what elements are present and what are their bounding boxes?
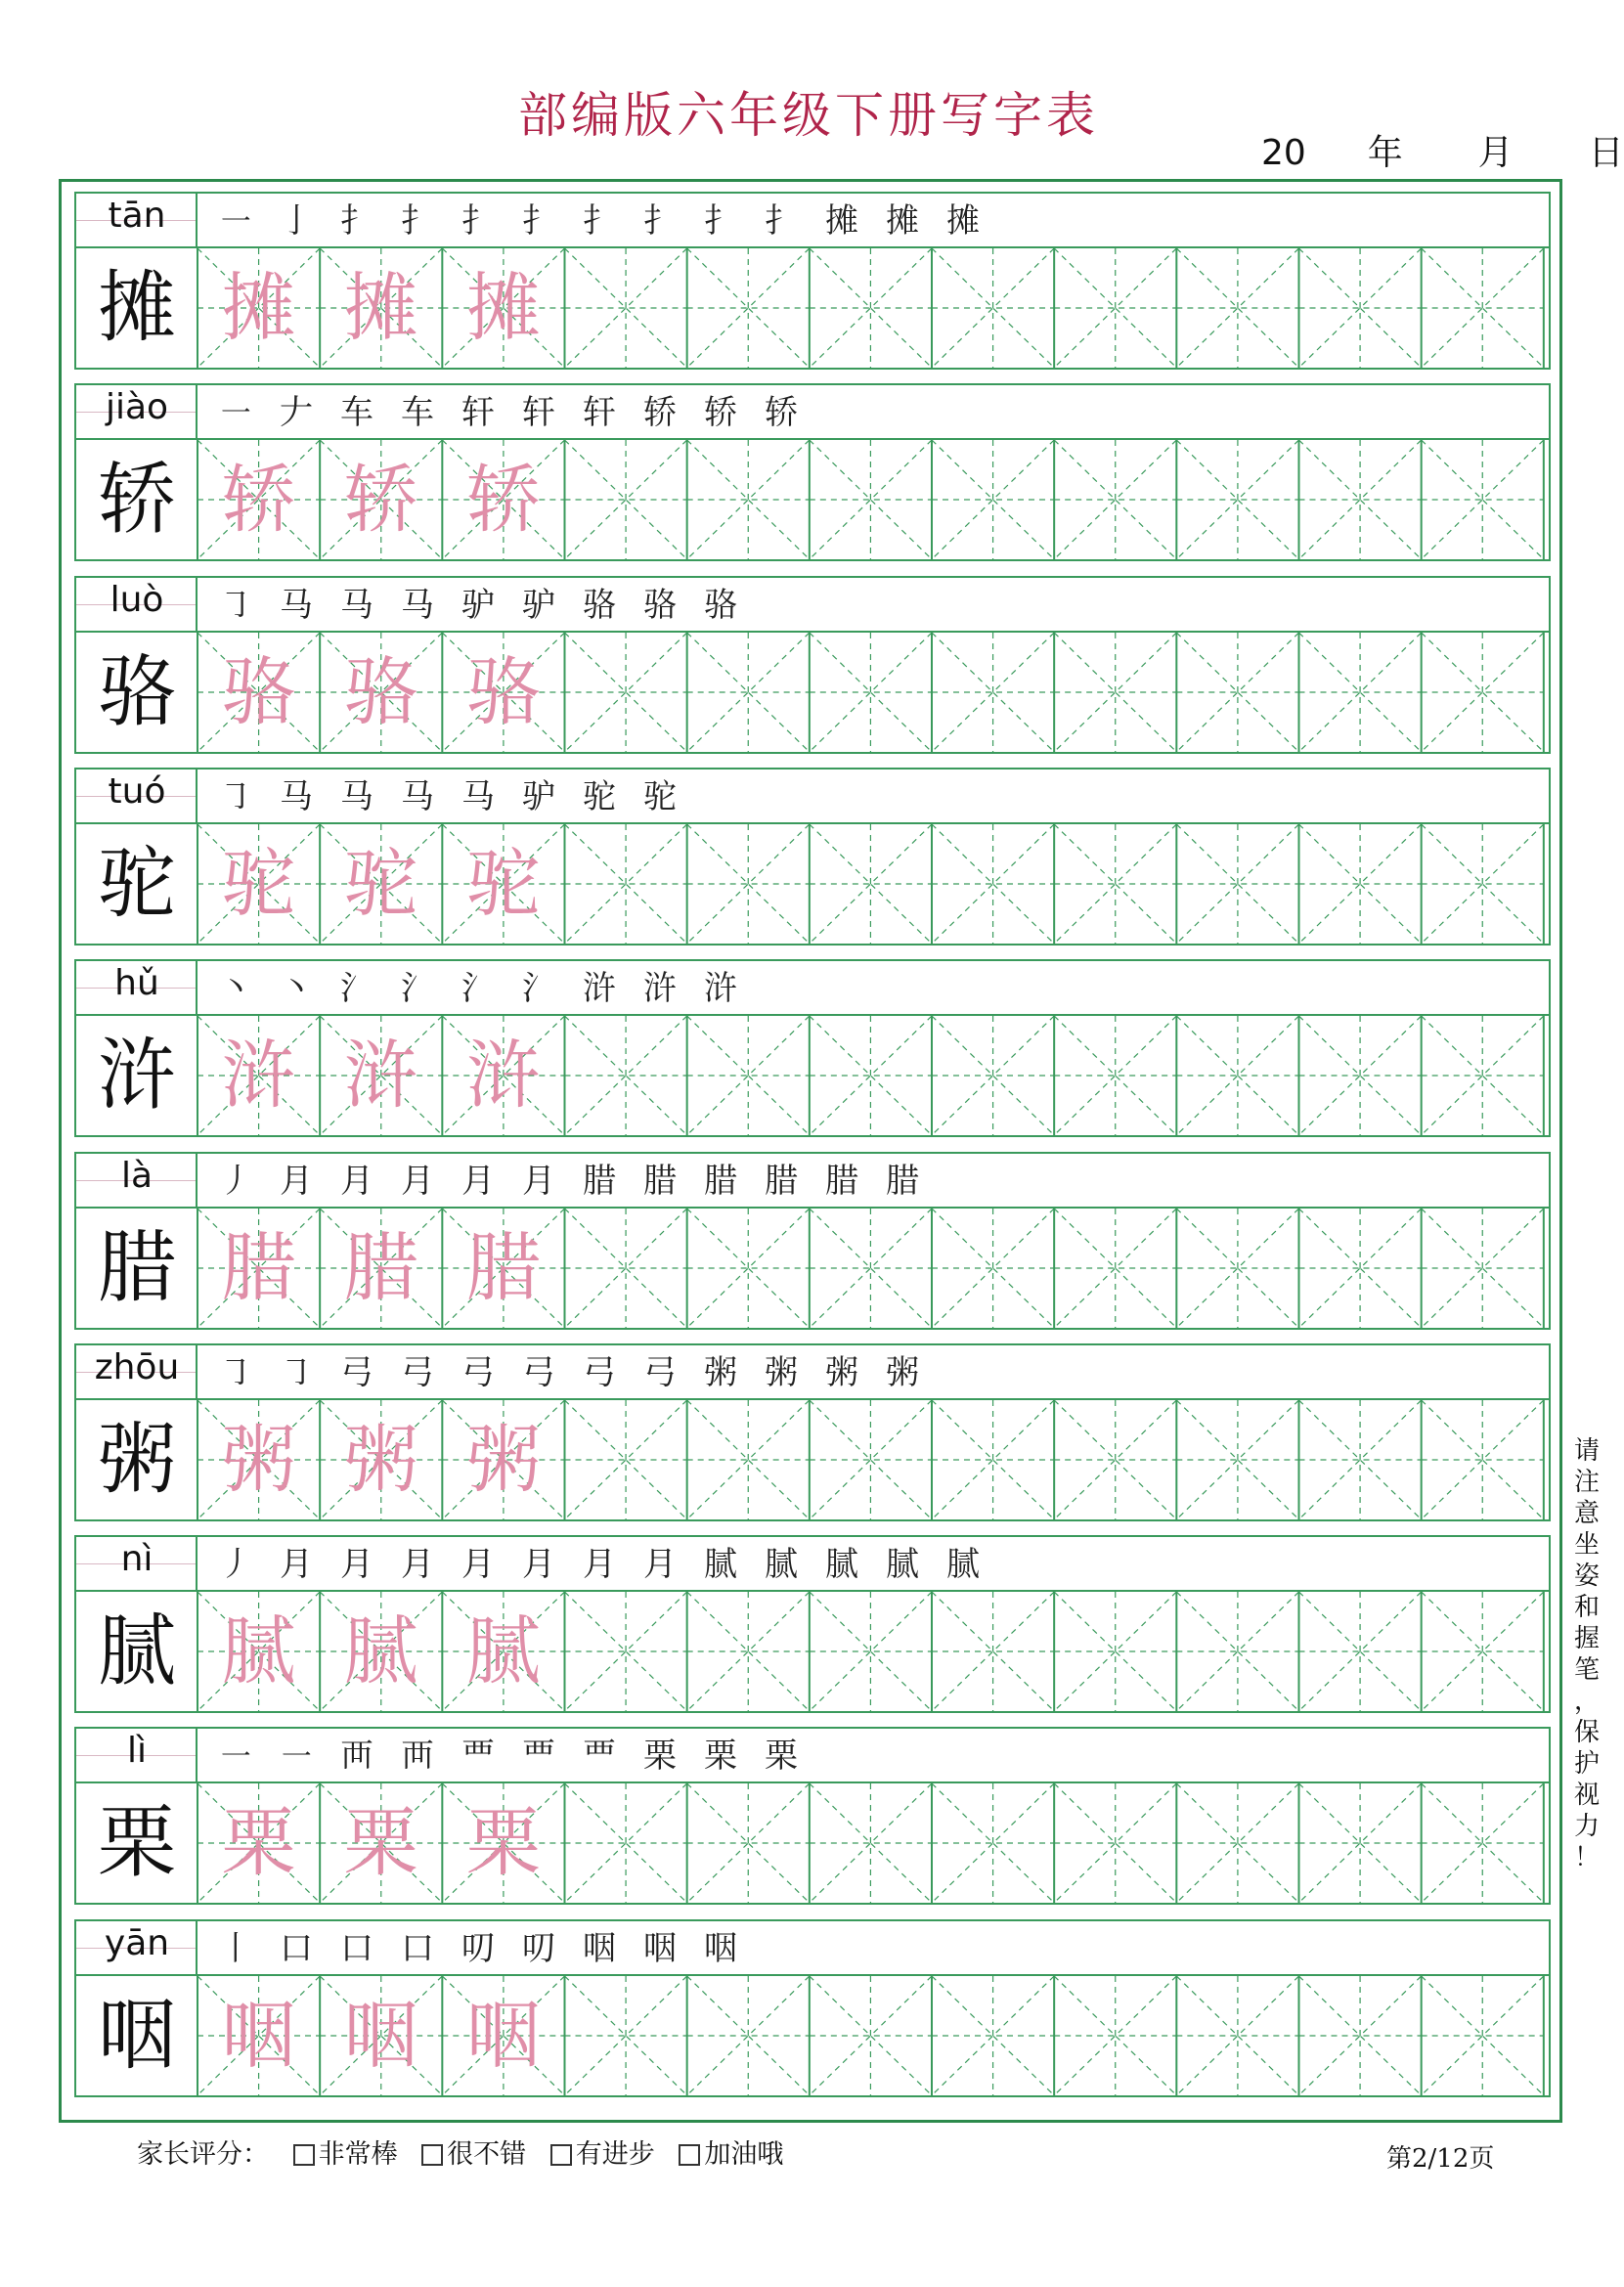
stroke-step: 弓	[340, 1352, 373, 1392]
stroke-step: 腊	[704, 1161, 737, 1201]
trace-character[interactable]: 轿	[221, 456, 296, 544]
stroke-step: 驴	[461, 585, 495, 625]
trace-character[interactable]: 腻	[343, 1607, 418, 1695]
pinyin-row	[76, 1729, 1549, 1783]
writing-grid-row	[76, 1209, 1549, 1328]
trace-character[interactable]: 咽	[221, 1991, 296, 2079]
stroke-step: 𠂇	[280, 393, 313, 433]
stroke-order	[205, 1154, 933, 1207]
stroke-step: 骆	[583, 585, 616, 625]
reminder-char: 握	[1573, 1624, 1600, 1653]
rating-checkbox-good[interactable]	[421, 2144, 443, 2166]
rating-option-good: 很不错	[447, 2139, 527, 2170]
reminder-char: 姿	[1573, 1561, 1600, 1591]
page-number: 第2/12页	[1386, 2144, 1495, 2174]
stroke-step: 月	[522, 1161, 555, 1201]
pinyin-row	[76, 1154, 1549, 1209]
trace-character[interactable]: 栗	[465, 1799, 541, 1887]
character-block	[74, 1535, 1551, 1713]
stroke-step: 月	[280, 1161, 313, 1201]
model-character: 栗	[98, 1797, 176, 1889]
stroke-step: 叨	[522, 1928, 555, 1968]
trace-character[interactable]: 栗	[221, 1799, 296, 1887]
stroke-step: 扌	[643, 201, 677, 241]
model-character: 咽	[98, 1989, 176, 2081]
character-block	[74, 383, 1551, 561]
stroke-step: 咽	[583, 1928, 616, 1968]
stroke-step: 腊	[643, 1161, 677, 1201]
trace-character[interactable]: 咽	[343, 1991, 418, 2079]
pinyin-label: tān	[108, 196, 166, 236]
rating-checkbox-excellent[interactable]	[293, 2144, 315, 2166]
stroke-step: 驴	[522, 585, 555, 625]
stroke-step: 月	[461, 1545, 495, 1585]
stroke-step: 月	[401, 1161, 434, 1201]
trace-character[interactable]: 摊	[221, 264, 296, 351]
character-block	[74, 192, 1551, 370]
trace-character[interactable]: 浒	[343, 1032, 418, 1120]
stroke-step: 驼	[583, 776, 616, 816]
stroke-step: 摊	[886, 201, 919, 241]
stroke-step: 弓	[522, 1352, 555, 1392]
stroke-step: 弓	[583, 1352, 616, 1392]
date-year: 20	[1261, 133, 1306, 173]
stroke-step: 氵	[401, 969, 434, 1009]
stroke-step: 口	[340, 1928, 373, 1968]
reminder-char: 意	[1573, 1499, 1600, 1528]
stroke-step: 马	[340, 776, 373, 816]
stroke-step: 车	[401, 393, 434, 433]
pinyin-row	[76, 578, 1549, 633]
trace-character[interactable]: 驼	[221, 839, 296, 927]
rating-checkbox-keep-trying[interactable]	[679, 2144, 700, 2166]
stroke-step: 车	[340, 393, 373, 433]
date-month-label: 月	[1477, 133, 1514, 173]
trace-character[interactable]: 咽	[465, 1991, 541, 2079]
stroke-step: 月	[522, 1545, 555, 1585]
stroke-step: 腊	[886, 1161, 919, 1201]
stroke-step: ㇐	[219, 1737, 252, 1777]
reminder-char: 请	[1573, 1436, 1600, 1466]
stroke-step: 马	[461, 776, 495, 816]
writing-grid-row	[76, 248, 1549, 368]
stroke-step: 粥	[704, 1352, 737, 1392]
model-character: 驼	[98, 837, 176, 929]
rating-option-excellent: 非常棒	[318, 2139, 398, 2170]
stroke-step: 咽	[704, 1928, 737, 1968]
stroke-step: 覀	[461, 1737, 495, 1777]
stroke-step: 弓	[461, 1352, 495, 1392]
trace-character[interactable]: 驼	[343, 839, 418, 927]
trace-character[interactable]: 摊	[343, 264, 418, 351]
stroke-step: 丿	[219, 1161, 252, 1201]
stroke-order	[205, 194, 993, 246]
writing-grid-row	[76, 1592, 1549, 1711]
stroke-order	[205, 1921, 751, 1974]
stroke-step: ㇆	[280, 1352, 313, 1392]
stroke-step: 浒	[583, 969, 616, 1009]
stroke-step: 轿	[765, 393, 798, 433]
stroke-step: ㇐	[219, 201, 252, 241]
stroke-step: 襾	[401, 1737, 434, 1777]
stroke-step: 浒	[704, 969, 737, 1009]
stroke-step: 栗	[643, 1737, 677, 1777]
stroke-step: 轿	[704, 393, 737, 433]
stroke-step: 月	[280, 1545, 313, 1585]
date-year-label: 年	[1367, 133, 1403, 173]
stroke-step: 轩	[583, 393, 616, 433]
model-character: 腊	[98, 1221, 176, 1313]
stroke-step: 月	[340, 1545, 373, 1585]
pinyin-label: zhōu	[94, 1346, 180, 1387]
model-character: 腻	[98, 1605, 176, 1697]
stroke-step: 口	[280, 1928, 313, 1968]
stroke-step: 轿	[643, 393, 677, 433]
stroke-step: 氵	[522, 969, 555, 1009]
stroke-step: 扌	[340, 201, 373, 241]
stroke-step: ㇆	[219, 1352, 252, 1392]
stroke-step: 覀	[522, 1737, 555, 1777]
reminder-char: 注	[1573, 1468, 1600, 1497]
pinyin-label: tuó	[108, 770, 166, 812]
stroke-step: 腊	[825, 1161, 858, 1201]
stroke-step: 骆	[643, 585, 677, 625]
trace-character[interactable]: 腻	[465, 1607, 541, 1695]
pinyin-label: nì	[120, 1539, 154, 1580]
character-block	[74, 959, 1551, 1137]
trace-character[interactable]: 腊	[343, 1223, 418, 1311]
rating-checkbox-progress[interactable]	[550, 2144, 572, 2166]
reminder-char: 力	[1573, 1812, 1600, 1841]
trace-character[interactable]: 粥	[465, 1415, 541, 1503]
pinyin-label: jiào	[105, 387, 169, 428]
trace-character[interactable]: 浒	[221, 1032, 296, 1120]
reminder-char: 护	[1573, 1749, 1600, 1779]
reminder-char: ，	[1573, 1687, 1600, 1716]
writing-grid-row	[76, 1976, 1549, 2095]
stroke-step: 骆	[704, 585, 737, 625]
stroke-step: 轩	[522, 393, 555, 433]
trace-character[interactable]: 腊	[221, 1223, 296, 1311]
stroke-step: 粥	[886, 1352, 919, 1392]
pinyin-row	[76, 1537, 1549, 1592]
pinyin-label: luò	[110, 579, 164, 620]
stroke-step: 氵	[461, 969, 495, 1009]
stroke-step: 亅	[280, 201, 313, 241]
stroke-step: 弓	[643, 1352, 677, 1392]
writing-grid-row	[76, 1400, 1549, 1519]
stroke-step: 扌	[401, 201, 434, 241]
stroke-step: 腻	[825, 1545, 858, 1585]
stroke-step: 扌	[583, 201, 616, 241]
parent-rating	[137, 2133, 783, 2171]
stroke-step: 摊	[946, 201, 980, 241]
writing-grid-row	[76, 1783, 1549, 1903]
pinyin-label: hǔ	[114, 963, 159, 1004]
pinyin-label: là	[120, 1155, 154, 1196]
character-block	[74, 1919, 1551, 2097]
pinyin-row	[76, 1921, 1549, 1976]
writing-grid-row	[76, 824, 1549, 944]
stroke-step: 腻	[946, 1545, 980, 1585]
stroke-order	[205, 1345, 933, 1398]
stroke-step: 丿	[219, 1545, 252, 1585]
character-block	[74, 1152, 1551, 1330]
character-block	[74, 1727, 1551, 1905]
stroke-step: 月	[401, 1545, 434, 1585]
trace-character[interactable]: 浒	[465, 1032, 541, 1120]
character-block	[74, 1343, 1551, 1521]
stroke-step: 月	[643, 1545, 677, 1585]
parent-rating-label: 家长评分：	[137, 2139, 269, 2170]
stroke-step: 覀	[583, 1737, 616, 1777]
trace-character[interactable]: 骆	[465, 647, 541, 735]
stroke-step: 栗	[704, 1737, 737, 1777]
stroke-step: 马	[401, 585, 434, 625]
stroke-order	[205, 961, 751, 1014]
stroke-step: 栗	[765, 1737, 798, 1777]
stroke-step: 粥	[825, 1352, 858, 1392]
trace-character[interactable]: 摊	[465, 264, 541, 351]
stroke-step: 腻	[886, 1545, 919, 1585]
pinyin-row	[76, 385, 1549, 440]
pinyin-row	[76, 961, 1549, 1016]
reminder-char: 保	[1573, 1718, 1600, 1747]
stroke-step: 氵	[340, 969, 373, 1009]
page-title: 部编版六年级下册写字表	[518, 87, 1099, 144]
trace-character[interactable]: 粥	[221, 1415, 296, 1503]
date-day-label: 日	[1588, 133, 1624, 173]
stroke-step: 马	[401, 776, 434, 816]
character-block	[74, 576, 1551, 754]
model-character: 骆	[98, 645, 176, 737]
stroke-step: 扌	[522, 201, 555, 241]
writing-grid-row	[76, 440, 1549, 559]
stroke-step: 口	[401, 1928, 434, 1968]
pinyin-label: yān	[104, 1922, 170, 1963]
stroke-step: ㇐	[219, 393, 252, 433]
rating-option-progress: 有进步	[575, 2139, 655, 2170]
stroke-step: ㇐	[280, 1737, 313, 1777]
stroke-step: 驼	[643, 776, 677, 816]
stroke-step: 马	[280, 776, 313, 816]
posture-reminder	[1572, 1435, 1602, 1873]
pinyin-row	[76, 194, 1549, 248]
reminder-char: 和	[1573, 1593, 1600, 1622]
reminder-char: 笔	[1573, 1655, 1600, 1685]
stroke-step: 弓	[401, 1352, 434, 1392]
reminder-char: 坐	[1573, 1530, 1600, 1560]
stroke-order	[205, 1729, 812, 1781]
trace-character[interactable]: 腊	[465, 1223, 541, 1311]
model-character: 粥	[98, 1413, 176, 1505]
stroke-step: 咽	[643, 1928, 677, 1968]
stroke-step: 粥	[765, 1352, 798, 1392]
stroke-order	[205, 770, 690, 822]
stroke-step: 腊	[583, 1161, 616, 1201]
model-character: 浒	[98, 1030, 176, 1122]
stroke-step: 丶	[219, 969, 252, 1009]
stroke-step: 叨	[461, 1928, 495, 1968]
rating-option-keep-trying: 加油哦	[704, 2139, 784, 2170]
model-character: 摊	[98, 262, 176, 353]
reminder-char: 视	[1573, 1781, 1600, 1810]
stroke-step: 月	[340, 1161, 373, 1201]
stroke-step: 腻	[765, 1545, 798, 1585]
trace-character[interactable]: 骆	[343, 647, 418, 735]
trace-character[interactable]: 粥	[343, 1415, 418, 1503]
model-character: 轿	[98, 454, 176, 546]
stroke-step: ㇆	[219, 776, 252, 816]
trace-character[interactable]: 栗	[343, 1799, 418, 1887]
date-line	[1261, 125, 1624, 175]
stroke-step: 轩	[461, 393, 495, 433]
trace-character[interactable]: 骆	[221, 647, 296, 735]
stroke-order	[205, 578, 751, 631]
stroke-step: 扌	[765, 201, 798, 241]
stroke-order	[205, 1537, 993, 1590]
stroke-step: 丶	[280, 969, 313, 1009]
trace-character[interactable]: 驼	[465, 839, 541, 927]
stroke-step: 扌	[461, 201, 495, 241]
reminder-char: ！	[1573, 1843, 1600, 1872]
stroke-step: 月	[461, 1161, 495, 1201]
stroke-step: 马	[340, 585, 373, 625]
stroke-step: ㇆	[219, 585, 252, 625]
trace-character[interactable]: 轿	[343, 456, 418, 544]
writing-grid-row	[76, 1016, 1549, 1135]
writing-grid-row	[76, 633, 1549, 752]
stroke-step: 扌	[704, 201, 737, 241]
stroke-step: 襾	[340, 1737, 373, 1777]
stroke-step: 腊	[765, 1161, 798, 1201]
character-block	[74, 768, 1551, 946]
pinyin-row	[76, 1345, 1549, 1400]
stroke-step: 腻	[704, 1545, 737, 1585]
stroke-step: 丨	[219, 1928, 252, 1968]
stroke-step: 马	[280, 585, 313, 625]
stroke-step: 摊	[825, 201, 858, 241]
stroke-step: 浒	[643, 969, 677, 1009]
pinyin-row	[76, 770, 1549, 824]
trace-character[interactable]: 轿	[465, 456, 541, 544]
stroke-step: 驴	[522, 776, 555, 816]
trace-character[interactable]: 腻	[221, 1607, 296, 1695]
stroke-step: 月	[583, 1545, 616, 1585]
pinyin-label: lì	[126, 1731, 147, 1772]
stroke-order	[205, 385, 812, 438]
